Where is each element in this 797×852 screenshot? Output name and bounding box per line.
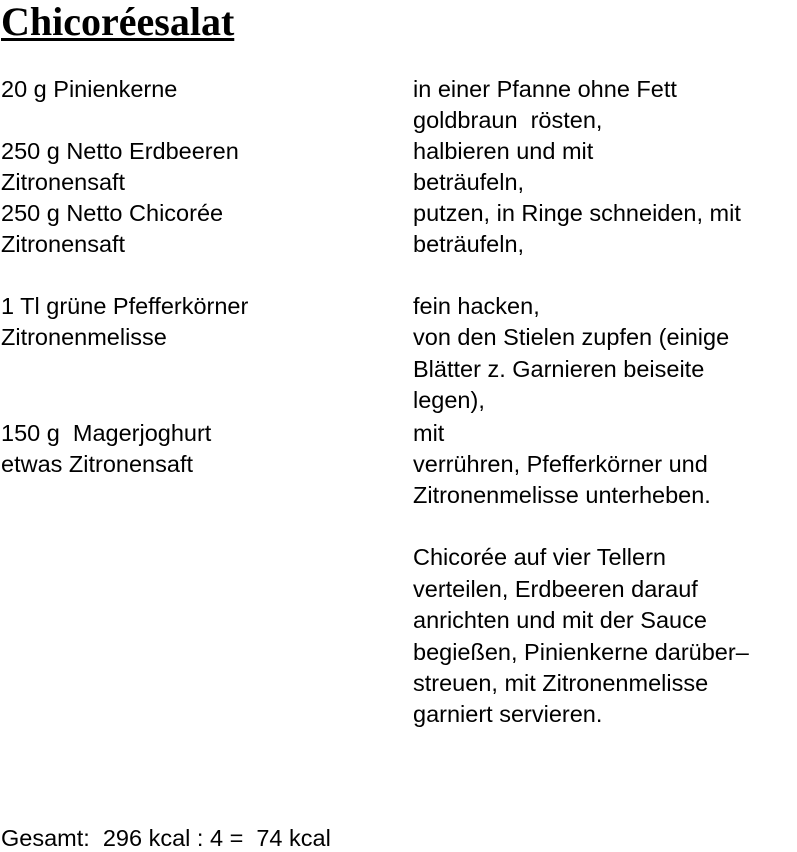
ingredient-line: 250 g Netto Chicorée [1,200,224,226]
instruction-line: legen), [413,387,485,413]
instruction-line: mit [413,420,445,446]
instruction-line: halbieren und mit [413,138,594,164]
ingredient-line: 250 g Netto Erdbeeren [1,138,239,164]
ingredient-line: 20 g Pinienkerne [1,76,178,102]
instruction-line: anrichten und mit der Sauce [413,607,707,633]
instruction-line: Blätter z. Garnieren beiseite [413,356,705,382]
instruction-line: streuen, mit Zitronenmelisse [413,670,709,696]
recipe-title: Chicoréesalat [1,0,235,44]
instruction-line: in einer Pfanne ohne Fett [413,76,677,102]
instruction-line: beträufeln, [413,169,525,195]
ingredient-line: etwas Zitronensaft [1,451,194,477]
instruction-line: verrühren, Pfefferkörner und [413,451,708,477]
instruction-line: Chicorée auf vier Tellern [413,544,666,570]
ingredient-line: 150 g Magerjoghurt [1,420,212,446]
instruction-line: fein hacken, [413,293,540,319]
ingredient-line: Zitronenmelisse [1,324,167,350]
instruction-line: verteilen, Erdbeeren darauf [413,576,698,602]
instruction-line: goldbraun rösten, [413,107,603,133]
instruction-line: Zitronenmelisse unterheben. [413,482,711,508]
instruction-line: von den Stielen zupfen (einige [413,324,730,350]
instruction-line: putzen, in Ringe schneiden, mit [413,200,741,226]
calorie-total: Gesamt: 296 kcal : 4 = 74 kcal [1,825,331,851]
instruction-line: garniert servieren. [413,701,603,727]
instruction-line: beträufeln, [413,231,525,257]
ingredient-line: 1 Tl grüne Pfefferkörner [1,293,249,319]
ingredient-line: Zitronensaft [1,169,126,195]
instruction-line: begießen, Pinienkerne darüber– [413,639,749,665]
ingredient-line: Zitronensaft [1,231,126,257]
